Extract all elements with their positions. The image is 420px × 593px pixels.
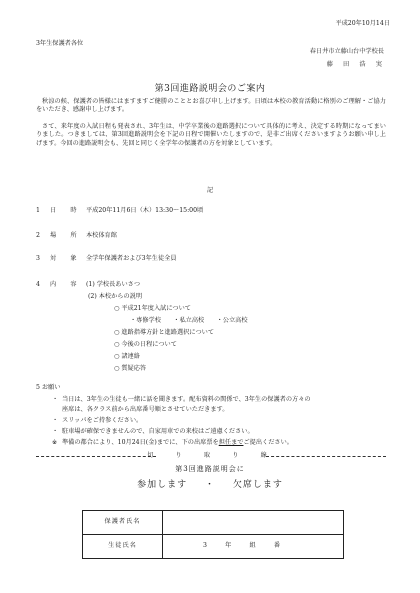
item-number: 4 <box>36 281 40 288</box>
item-value: (1) 学校長あいさつ <box>86 281 141 288</box>
item-number: 2 <box>36 232 40 239</box>
bullet-mark: ・ <box>52 396 59 403</box>
document-title: 第3回進路説明会のご案内 <box>154 84 266 94</box>
cut-line-dash <box>266 456 386 457</box>
cut-line <box>36 452 386 460</box>
content-list-item: ○ 諸連絡 <box>114 353 140 360</box>
greeting-paragraph: 秋涼の候、保護者の皆様にはますますご健勝のこととお喜び申し上げます。日頃は本校の教育活動に格別のご理解・ご協力をいただき、感謝申し上げます。 <box>36 98 386 114</box>
content-list-item: ○ 平成21年度入試について <box>114 305 191 312</box>
item-label: 内 容 <box>50 281 81 288</box>
choice-separator: ・ <box>204 480 215 490</box>
reply-choice <box>0 479 420 491</box>
item-label: 場 所 <box>50 232 81 239</box>
table-row <box>83 535 344 559</box>
content-subitem: (2) 本校からの説明 <box>88 293 143 300</box>
guardian-name-field[interactable] <box>163 511 344 535</box>
student-name-field[interactable]: 3 年 組 番 <box>163 535 344 559</box>
bullet-mark: ・ <box>52 428 59 435</box>
addressee: 3年生保護者各位 <box>36 40 84 47</box>
note-text: 駐車場が確保できませんので、自家用車での来校はご遠慮ください。 <box>62 428 254 435</box>
cut-line-label: 切 り 取 り 線 <box>147 452 275 459</box>
note-text: 当日は、3年生の生徒も一緒に話を聞きます。配布資料の関係で、3年生の保護者の方々の <box>62 396 311 403</box>
content-list-item: ○ 進路指導方針と進路選択について <box>114 329 215 336</box>
sender-organization: 春日井市立藤山台中学校長 <box>309 48 384 55</box>
sender-name: 藤 田 浩 実 <box>326 61 384 68</box>
ki-heading: 記 <box>206 187 214 194</box>
document-date: 平成20年10月14日 <box>335 20 390 27</box>
absent-option[interactable]: 欠席します <box>232 480 283 490</box>
note-text: 準備の都合により、10月24日(金)までに、下の出席票を担任までご提出ください。 <box>62 439 293 446</box>
bullet-mark: ・ <box>52 417 59 424</box>
item-number: 3 <box>36 255 40 262</box>
content-list-item: ・専修学校 ・私立高校 ・公立高校 <box>130 317 248 324</box>
item-label: 日 時 <box>50 207 81 214</box>
item-value: 本校体育館 <box>86 232 117 239</box>
item-value: 全学年保護者および3年生徒全員 <box>86 255 177 262</box>
notes-heading: 5 お願い <box>36 384 61 391</box>
attend-option[interactable]: 参加します <box>137 480 188 490</box>
note-text: スリッパをご持参ください。 <box>62 417 143 424</box>
emphasis-text: 担任まで <box>218 439 244 446</box>
item-number: 1 <box>36 207 40 214</box>
reply-title: 第3回進路説明会に <box>175 465 245 473</box>
reply-form-table <box>82 510 344 559</box>
student-name-label: 生徒氏名 <box>83 535 163 559</box>
note-text: 座席は、各クラス前から出席番号順とさせていただきます。 <box>62 406 229 413</box>
item-value: 平成20年11月6日（木）13:30～15:00頃 <box>86 207 204 214</box>
body-paragraph: さて、来年度の入試日程も発表され、3年生は、中学卒業後の進路選択について具体的に考え、決定する時期になってまいりました。つきましては、第3回進路説明会を下記の日程で開催いたしますので、是非ご出席くださいますようお願い申し上げます。今回の進路説明会も、先回と同じく全学年の保護者の方を対象としています。 <box>36 123 386 147</box>
table-row <box>83 511 344 535</box>
content-list-item: ○ 今後の日程について <box>114 341 177 348</box>
guardian-name-label: 保護者氏名 <box>83 511 163 535</box>
item-label: 対 象 <box>50 255 81 262</box>
content-list-item: ○ 質疑応答 <box>114 365 147 372</box>
bullet-mark: ※ <box>52 439 58 446</box>
